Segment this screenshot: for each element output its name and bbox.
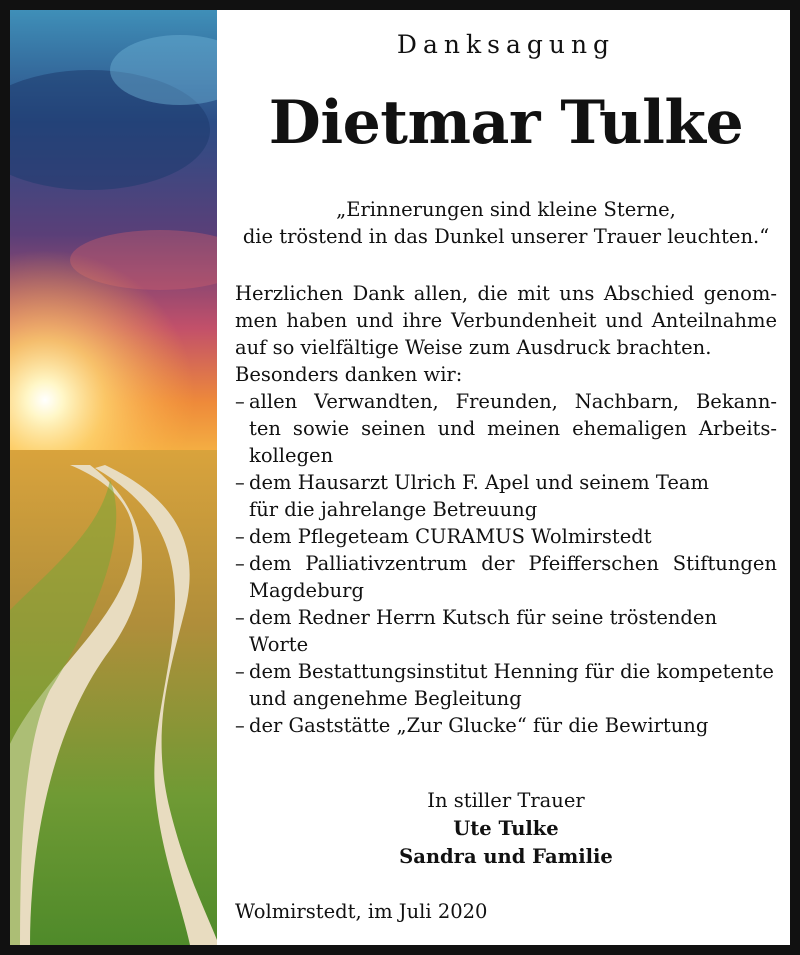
dash: –	[235, 660, 245, 683]
list-item-line: dem Palliativzentrum der Pfeifferschen Stiftungen	[249, 552, 777, 575]
signature-block	[235, 787, 777, 871]
list-item	[235, 712, 777, 739]
list-item	[235, 523, 777, 550]
list-item	[235, 550, 777, 604]
intro-line: auf so vielfältige Weise zum Ausdruck brachten.	[235, 336, 712, 359]
notice-text	[235, 10, 777, 945]
list-item	[235, 658, 777, 712]
signature-name: Sandra und Familie	[399, 845, 613, 868]
list-item-line: der Gaststätte „Zur Glucke“ für die Bewirtung	[249, 714, 709, 737]
thanks-body	[235, 280, 777, 739]
intro-line: Besonders danken wir:	[235, 363, 463, 386]
list-item-line: Magdeburg	[249, 579, 364, 602]
sunset-field-path-image	[10, 10, 217, 945]
list-item-line: dem Redner Herrn Kutsch für seine tröstenden	[249, 606, 717, 629]
signature-name: Ute Tulke	[453, 817, 559, 840]
list-item-line: ten sowie seinen und meinen ehemaligen Arbeits-	[249, 417, 777, 440]
place-date: Wolmirstedt, im Juli 2020	[235, 900, 488, 923]
dash: –	[235, 390, 245, 413]
dash: –	[235, 606, 245, 629]
list-item-line: kollegen	[249, 444, 334, 467]
dash: –	[235, 525, 245, 548]
list-item-line: Worte	[249, 633, 309, 656]
deceased-name: Dietmar Tulke	[268, 88, 744, 158]
dash: –	[235, 471, 245, 494]
list-item-line: dem Bestattungsinstitut Henning für die kompetente	[249, 660, 774, 683]
quote-line: die tröstend in das Dunkel unserer Trauer leuchten.“	[242, 225, 770, 248]
intro-line: Herzlichen Dank allen, die mit uns Abschied genom-	[235, 282, 777, 305]
quote-line: „Erinnerungen sind kleine Sterne,	[336, 198, 676, 221]
list-item-line: für die jahrelange Betreuung	[249, 498, 538, 521]
list-item-line: allen Verwandten, Freunden, Nachbarn, Bekann-	[249, 390, 777, 413]
list-item	[235, 388, 777, 469]
dash: –	[235, 714, 245, 737]
list-item-line: dem Hausarzt Ulrich F. Apel und seinem Team	[249, 471, 710, 494]
list-item-line: dem Pflegeteam CURAMUS Wolmirstedt	[249, 525, 652, 548]
list-item	[235, 604, 777, 658]
quote	[235, 196, 777, 250]
dash: –	[235, 552, 245, 575]
signature-intro: In stiller Trauer	[427, 789, 585, 812]
list-item-line: und angenehme Begleitung	[249, 687, 522, 710]
intro-line: men haben und ihre Verbundenheit und Anteilnahme	[235, 309, 777, 332]
heading: Danksagung	[396, 30, 616, 59]
list-item	[235, 469, 777, 523]
